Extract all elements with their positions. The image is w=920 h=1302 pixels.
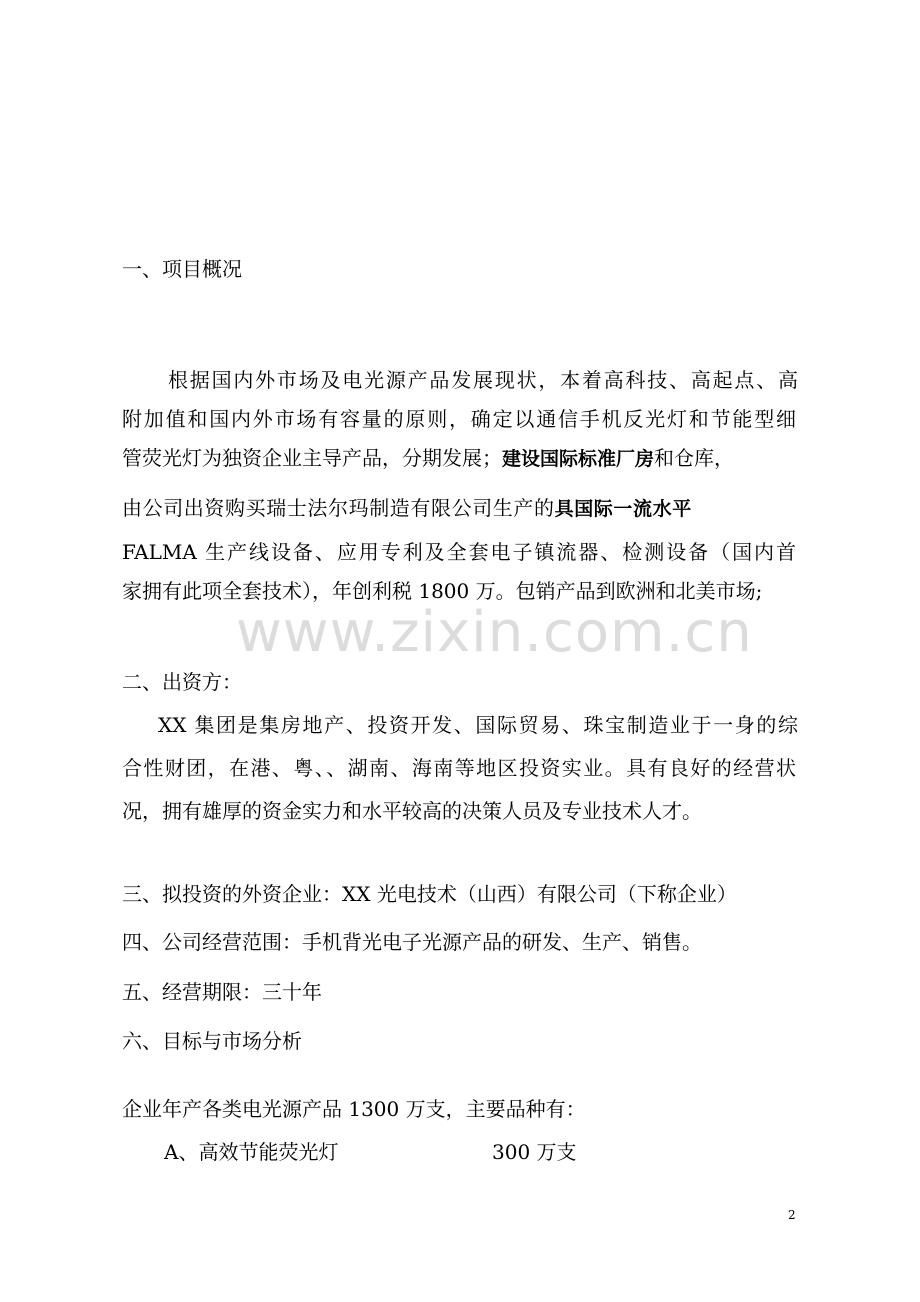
section1-text: 和仓库， <box>654 446 735 470</box>
section1-para-line <box>122 494 692 523</box>
section2-para-line: 合性财团，在港、粤、、湖南、海南等地区投资实业。具有良好的经营状 <box>122 756 796 780</box>
item-line: 四、公司经营范围：手机背光电子光源产品的研发、生产、销售。 <box>122 930 702 954</box>
section1-text: 管荧光灯为独资企业主导产品，分期发展； <box>122 446 502 470</box>
products-intro: 企业年产各类电光源产品 1300 万支，主要品种有： <box>122 1097 586 1121</box>
section2-para-line: XX 集团是集房地产、投资开发、国际贸易、珠宝制造业于一身的综 <box>158 713 798 737</box>
section2-para-line: 况，拥有雄厚的资金实力和水平较高的决策人员及专业技术人才。 <box>122 799 702 823</box>
watermark: www.zixin.com.cn <box>236 600 753 665</box>
page-number: 2 <box>788 1208 796 1222</box>
product-name: A、高效节能荧光灯 <box>164 1140 339 1164</box>
section1-para-line: FALMA 生产线设备、应用专利及全套电子镇流器、检测设备（国内首 <box>122 540 796 564</box>
item-line: 六、目标与市场分析 <box>122 1029 302 1053</box>
section1-para-line: 家拥有此项全套技术），年创利税 1800 万。包销产品到欧洲和北美市场; <box>122 579 763 603</box>
section1-para-line: 根据国内外市场及电光源产品发展现状，本着高科技、高起点、高 <box>168 368 798 392</box>
item-line: 五、经营期限：三十年 <box>122 980 322 1004</box>
section1-bold-text: 具国际一流水平 <box>554 498 692 520</box>
section1-heading: 一、项目概况 <box>122 257 242 281</box>
section1-para-line: 附加值和国内外市场有容量的原则，确定以通信手机反光灯和节能型细 <box>122 407 796 431</box>
product-qty: 300 万支 <box>492 1140 577 1164</box>
section1-para-line <box>122 444 734 473</box>
item-line: 三、拟投资的外资企业：XX 光电技术（山西）有限公司（下称企业） <box>122 882 737 906</box>
section2-heading: 二、出资方： <box>122 670 242 694</box>
section1-text: 由公司出资购买瑞士法尔玛制造有限公司生产的 <box>122 496 555 520</box>
section1-bold-text: 建设国际标准厂房 <box>502 448 655 470</box>
